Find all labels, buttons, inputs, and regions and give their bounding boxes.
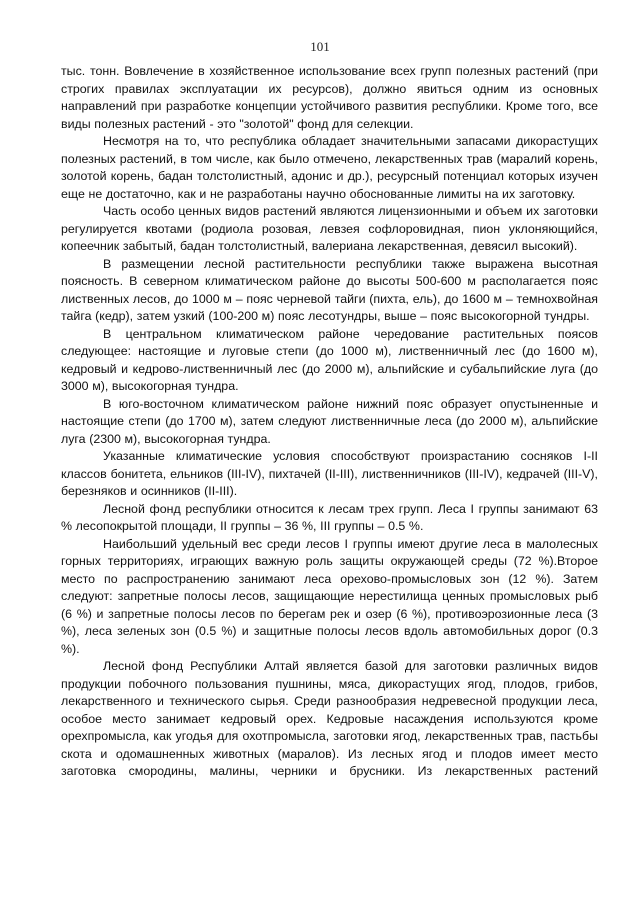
paragraph-6: В юго-восточном климатическом районе нижний пояс образует опустыненные и настоящие степи (до 1700 м), затем следуют лиственничные леса (до 2000 м), альпийские луга (2300 м), высокогорная тундра. <box>61 396 598 446</box>
paragraph-7: Указанные климатические условия способствуют произрастанию сосняков I-II классов бонитета, ельников (III-IV), пихтачей (II-III), лиственничников (III-IV), кедрачей (III-V), березняков и осинников (II-III). <box>61 449 598 498</box>
paragraph-8: Лесной фонд республики относится к лесам трех групп. Леса I группы занимают 63 % лесопокрытой площади, II группы – 36 %, III группы – 0.5 %. <box>61 501 598 533</box>
page-body <box>61 63 598 781</box>
paragraph-3: Часть особо ценных видов растений являются лицензионными и объем их заготовки регулируется квотами (родиола розовая, левзея софлоровидная, пион уклоняющийся, копеечник забытый, бадан толстолистный, валериана лекарственная, девясил высокий). <box>61 204 598 253</box>
paragraph-4: В размещении лесной растительности республики также выражена высотная поясность. В северном климатическом районе до высоты 500-600 м располагается пояс лиственных лесов, до 1000 м – пояс черневой тайги (пихта, ель), до 1600 м – темнохвойная тайга (кедр), затем узкий (100-200 м) пояс лесотундры, выше – пояс высокогорной тундры. <box>61 256 598 323</box>
paragraph-1: тыс. тонн. Вовлечение в хозяйственное использование всех групп полезных растений (при строгих правилах эксплуатации их ресурсов), должно явиться одним из основных направлений при разработке концепции устойчивого развития республики. Кроме того, все виды полезных растений - это "золотой" фонд для селекции. <box>61 64 598 131</box>
paragraph-9: Наибольший удельный вес среди лесов I группы имеют другие леса в малолесных горных территориях, играющих важную роль защиты окружающей среды (72 %).Второе место по распространению занимают леса орехово-промысловых зон (12 %). Затем следуют: запретные полосы лесов, защищающие нерестилища ценных промысловых рыб (6 %) и запретные полосы лесов по берегам рек и озер (6 %), противоэрозионные леса (3 %), леса зеленых зон (0.5 %) и защитные полосы лесов вдоль автомобильных дорог (0.3 %). <box>61 536 598 656</box>
paragraph-10: Лесной фонд Республики Алтай является базой для заготовки различных видов продукции побочного пользования пушнины, мяса, дикорастущих ягод, плодов, грибов, лекарственного и технического сырья. Среди разнообразия недревесной продукции леса, особое место занимает кедровый орех. Кедровые насаждения используются кроме орехпромысла, как угодья для охотпромысла, заготовки ягод, лекарственных трав, пастьбы скота и одомашненных животных (маралов). Из лесных ягод и плодов имеет место заготовка смородины, малины, черники и брусники. Из лекарственных растений <box>61 659 598 778</box>
paragraph-2: Несмотря на то, что республика обладает значительными запасами дикорастущих полезных растений, в том числе, как было отмечено, лекарственных трав (маралий корень, золотой корень, бадан толстолистный, адонис и др.), ресурсный потенциал которых изучен еще не достаточно, как и не разработаны научно обоснованные лимиты на их заготовку. <box>61 134 598 201</box>
paragraph-5: В центральном климатическом районе чередование растительных поясов следующее: настоящие и луговые степи (до 1000 м), лиственничный лес (до 1600 м), кедровый и кедрово-лиственничный лес (до 2000 м), альпийские и субальпийские луга (до 3000 м), высокогорная тундра. <box>61 326 598 393</box>
page-number: 101 <box>310 39 330 54</box>
